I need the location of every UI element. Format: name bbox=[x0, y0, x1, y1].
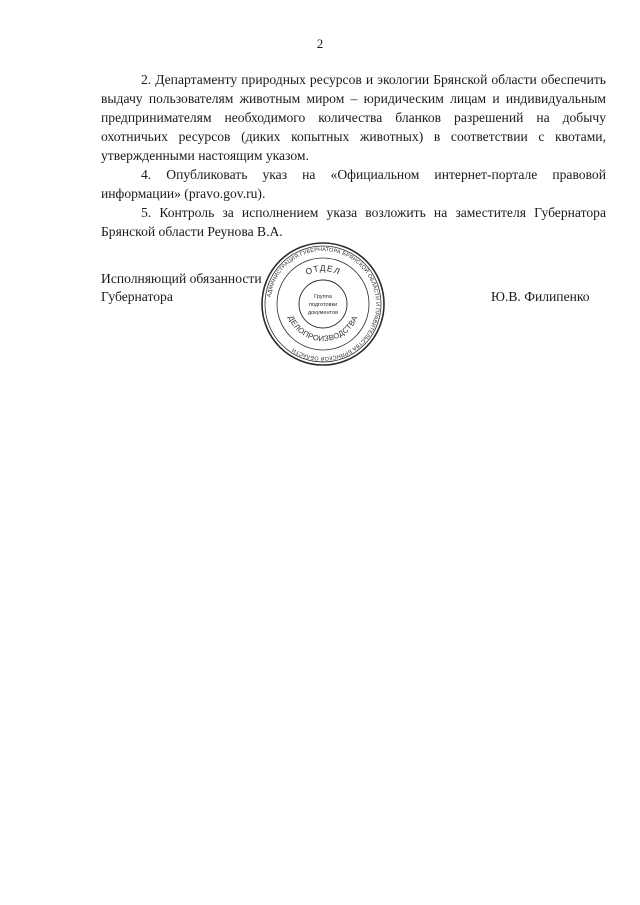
seal-center-line3: документов bbox=[307, 310, 339, 316]
paragraph-item-5: 5. Контроль за исполнением указа возложить на заместителя Губернатора Брянской области Реунова В.А. bbox=[101, 205, 606, 239]
seal-outer-text: АДМИНИСТРАЦИЯ ГУБЕРНАТОРА БРЯНСКОЙ ОБЛАСТИ И ПРАВИТЕЛЬСТВА БРЯНСКОЙ ОБЛАСТИ bbox=[266, 246, 381, 362]
page-number: 2 bbox=[316, 36, 324, 51]
signatory-name: Ю.В. Филипенко bbox=[491, 289, 590, 304]
paragraph-item-2: 2. Департаменту природных ресурсов и экологии Брянской области обеспечить выдачу пользователям животным миром – юридическим лицам и индивидуальным предпринимателям необходимого количества бланков разрешений на добычу охотничьих ресурсов (диких копытных животных) в соответствии с квотами, утвержденными настоящим указом. bbox=[101, 72, 606, 163]
document-body bbox=[101, 70, 606, 241]
official-seal bbox=[260, 241, 386, 367]
paragraph-item-4: 4. Опубликовать указ на «Официальном интернет-портале правовой информации» (pravo.gov.ru). bbox=[101, 167, 606, 201]
signatory-position-line1: Исполняющий обязанности bbox=[101, 271, 262, 286]
signatory-position bbox=[101, 270, 262, 306]
seal-graphic bbox=[260, 241, 386, 367]
svg-text:ОТДЕЛ bbox=[304, 263, 343, 277]
signatory-position-line2: Губернатора bbox=[101, 289, 173, 304]
seal-top-text: ОТДЕЛ bbox=[303, 262, 343, 277]
seal-center-line2: подготовки bbox=[308, 302, 338, 308]
seal-center-line1: Группа bbox=[314, 294, 332, 300]
seal-bottom-text: ДЕЛОПРОИЗВОДСТВА bbox=[286, 314, 360, 344]
